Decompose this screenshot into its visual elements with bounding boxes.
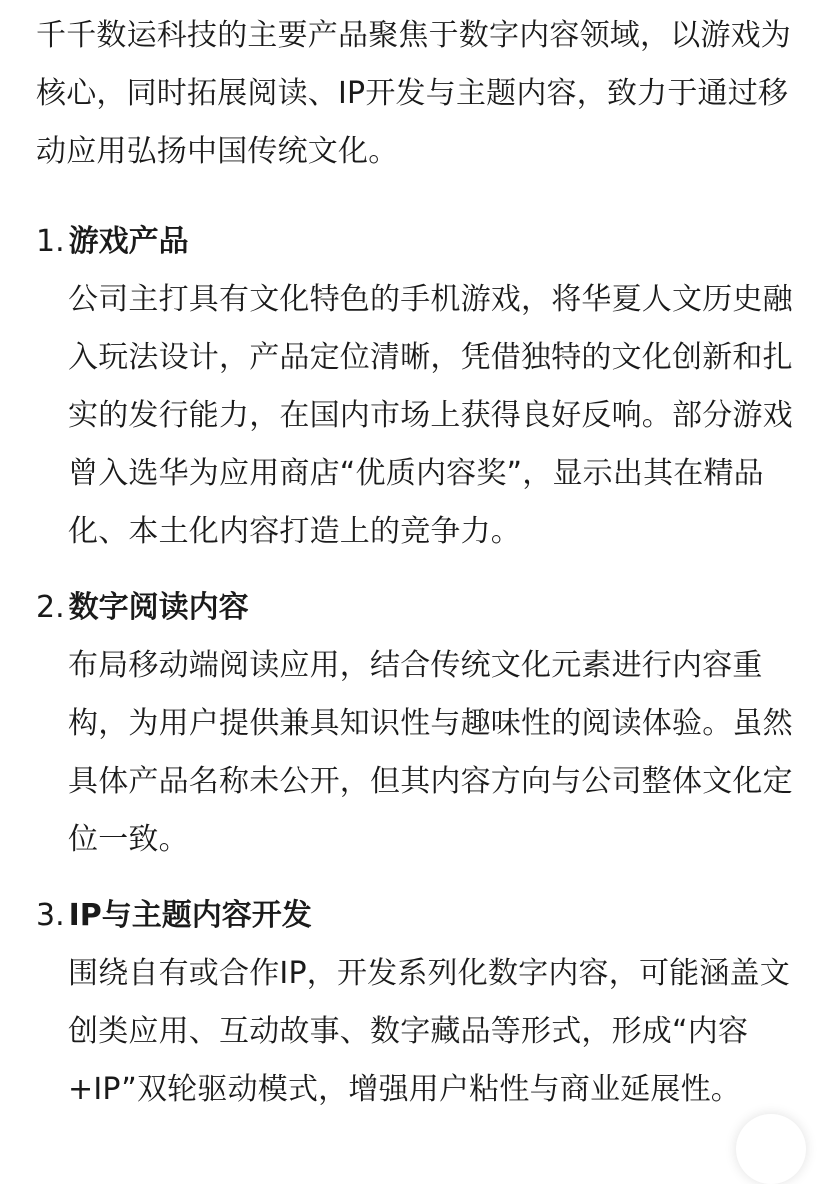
section-body: 布局移动端阅读应用，结合传统文化元素进行内容重构，为用户提供兼具知识性与趣味性的阅读体验。虽然具体产品名称未公开，但其内容方向与公司整体文化定位一致。 <box>68 648 793 857</box>
intro-paragraph: 千千数运科技的主要产品聚焦于数字内容领域，以游戏为核心，同时拓展阅读、IP开发与主题内容，致力于通过移动应用弘扬中国传统文化。 <box>36 18 791 169</box>
section-body: 公司主打具有文化特色的手机游戏，将华夏人文历史融入玩法设计，产品定位清晰，凭借独特的文化创新和扎实的发行能力，在国内市场上获得良好反响。部分游戏曾入选华为应用商店“优质内容奖”，显示出其在精品化、本土化内容打造上的竞争力。 <box>68 282 793 549</box>
section-number: 3. <box>36 898 65 933</box>
floating-action-button[interactable] <box>736 1114 806 1184</box>
section-number: 1. <box>36 224 65 259</box>
section-heading <box>36 213 796 271</box>
section-games <box>36 213 796 561</box>
section-title: 数字阅读内容 <box>68 590 249 625</box>
section-body: 围绕自有或合作IP，开发系列化数字内容，可能涵盖文创类应用、互动故事、数字藏品等形式，形成“内容+IP”双轮驱动模式，增强用户粘性与商业延展性。 <box>68 956 790 1107</box>
section-heading <box>36 887 796 945</box>
section-heading <box>36 579 796 637</box>
section-title: 游戏产品 <box>68 224 189 259</box>
section-number: 2. <box>36 590 65 625</box>
section-digital-reading <box>36 579 796 869</box>
document-content <box>36 0 796 1119</box>
section-title: IP与主题内容开发 <box>68 898 312 933</box>
section-ip-development <box>36 887 796 1119</box>
